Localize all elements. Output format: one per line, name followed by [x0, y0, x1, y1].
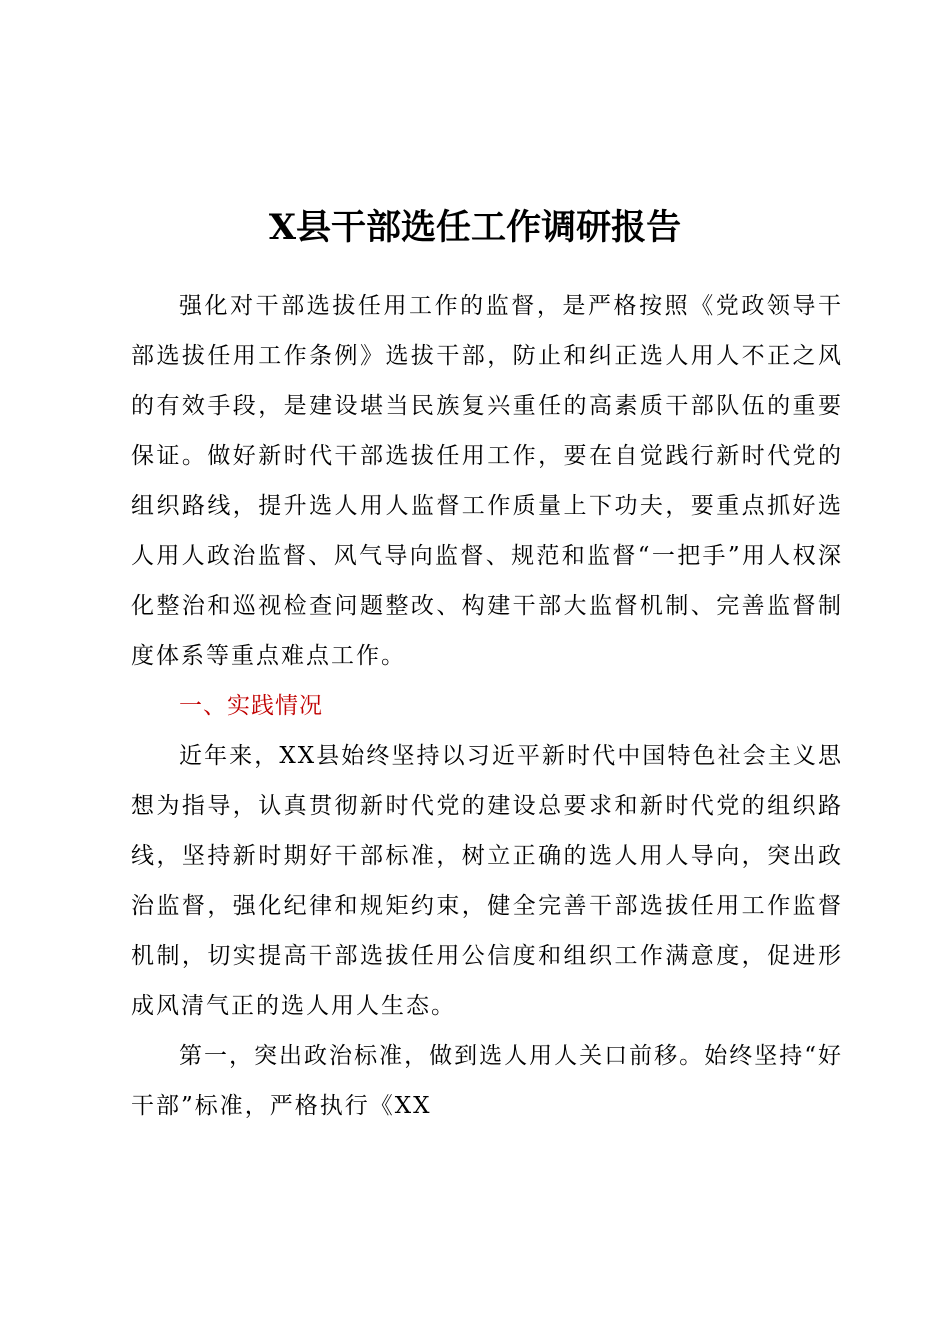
section-paragraph-1: 近年来，XX县始终坚持以习近平新时代中国特色社会主义思想为指导，认真贯彻新时代党的建设总要求和新时代党的组织路线，坚持新时期好干部标准，树立正确的选人用人导向，突出政治监督，强化纪律和规矩约束，健全完善干部选拔任用工作监督机制，切实提高干部选拔任用公信度和组织工作满意度，促进形成风清气正的选人用人生态。 [131, 743, 843, 1019]
section-heading: 一、实践情况 [179, 693, 323, 719]
document-title: X县干部选任工作调研报告 [268, 207, 682, 248]
document-body [131, 281, 843, 1131]
section-paragraph-2: 第一，突出政治标准，做到选人用人关口前移。始终坚持“好干部”标准，严格执行《XX [131, 1043, 843, 1119]
intro-paragraph: 强化对干部选拔任用工作的监督，是严格按照《党政领导干部选拔任用工作条例》选拔干部，防止和纠正选人用人不正之风的有效手段，是建设堪当民族复兴重任的高素质干部队伍的重要保证。做好新时代干部选拔任用工作，要在自觉践行新时代党的组织路线，提升选人用人监督工作质量上下功夫，要重点抓好选人用人政治监督、风气导向监督、规范和监督“一把手”用人权深化整治和巡视检查问题整改、构建干部大监督机制、完善监督制度体系等重点难点工作。 [131, 293, 843, 669]
